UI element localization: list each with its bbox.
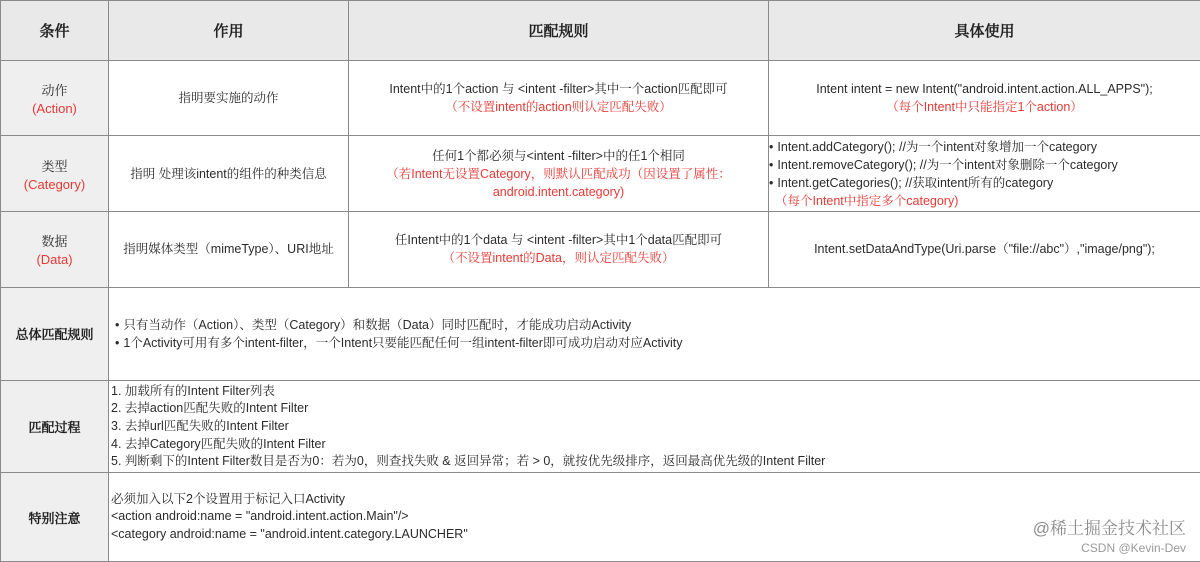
process-step: 2. 去掉action匹配失败的Intent Filter <box>111 401 309 416</box>
list-item: • 只有当动作（Action）、类型（Category）和数据（Data）同时匹配时，才能成功启动Activity <box>115 316 1194 334</box>
table-row-overall <box>1 287 1200 381</box>
table-row-process <box>1 381 1200 473</box>
usage-note: （每个Intent中只能指定1个action） <box>886 99 1083 114</box>
overall-list <box>115 316 1194 352</box>
row-label-action <box>1 60 109 136</box>
watermark <box>1033 518 1186 556</box>
rule-text: Intent中的1个action 与 <intent -filter>其中一个action匹配即可 <box>389 81 728 96</box>
table-row-notes <box>1 473 1200 562</box>
rule-note: （若Intent无设置Category，则默认匹配成功（因设置了属性： <box>386 166 731 181</box>
purpose-cell: 指明媒体类型（mimeType）、URI地址 <box>109 211 349 287</box>
header-condition: 条件 <box>1 1 109 61</box>
list-item: • Intent.removeCategory(); //为一个intent对象删除一个category <box>769 156 1194 174</box>
usage-list <box>769 138 1194 192</box>
table-row-action <box>1 60 1200 136</box>
table-row-data <box>1 211 1200 287</box>
overall-label: 总体匹配规则 <box>1 287 109 381</box>
usage-code: Intent intent = new Intent("android.intent.action.ALL_APPS"); <box>816 81 1153 96</box>
header-row <box>1 1 1200 61</box>
purpose-cell: 指明要实施的动作 <box>109 60 349 136</box>
overall-content <box>109 287 1200 381</box>
rule-cell <box>349 211 769 287</box>
row-label-cn: 类型 <box>41 158 68 174</box>
list-item: • Intent.addCategory(); //为一个intent对象增加一个category <box>769 138 1194 156</box>
process-content <box>109 381 1200 473</box>
rule-text: 任Intent中的1个data 与 <intent -filter>其中1个data匹配即可 <box>394 233 723 248</box>
rule-text: 任何1个都必须与<intent -filter>中的任1个相同 <box>432 148 685 163</box>
row-label-category <box>1 136 109 212</box>
rule-cell <box>349 136 769 212</box>
purpose-cell: 指明 处理该intent的组件的种类信息 <box>109 136 349 212</box>
usage-cell <box>769 136 1200 212</box>
table-row-category <box>1 136 1200 212</box>
header-match-rule: 匹配规则 <box>349 1 769 61</box>
notes-line: <action android:name = "android.intent.action.Main"/> <box>111 509 409 524</box>
row-label-cn: 数据 <box>41 234 68 250</box>
row-label-en: (Category) <box>23 176 86 192</box>
rule-note: （不设置intent的Data，则认定匹配失败） <box>442 251 675 266</box>
process-step: 4. 去掉Category匹配失败的Intent Filter <box>111 436 326 451</box>
usage-note: （每个Intent中指定多个category) <box>775 193 959 208</box>
row-label-en: (Data) <box>36 252 73 268</box>
list-item: • 1个Activity可用有多个intent-filter，一个Intent只要能匹配任何一组intent-filter即可成功启动对应Activity <box>115 334 1194 352</box>
process-step: 3. 去掉url匹配失败的Intent Filter <box>111 418 289 433</box>
usage-cell <box>769 60 1200 136</box>
notes-label: 特别注意 <box>1 473 109 562</box>
row-label-cn: 动作 <box>41 82 68 98</box>
rule-note-cont: android.intent.category) <box>492 184 625 199</box>
usage-cell: Intent.setDataAndType(Uri.parse（"file://abc"）,"image/png"); <box>769 211 1200 287</box>
row-label-en: (Action) <box>32 100 77 116</box>
notes-line: 必须加入以下2个设置用于标记入口Activity <box>111 491 346 506</box>
process-step: 5. 判断剩下的Intent Filter数目是否为0：若为0，则查找失败 & 返回异常；若 > 0，就按优先级排序，返回最高优先级的Intent Filter <box>111 454 826 469</box>
header-purpose: 作用 <box>109 1 349 61</box>
process-label: 匹配过程 <box>1 381 109 473</box>
list-item: • Intent.getCategories(); //获取intent所有的category <box>769 174 1194 192</box>
rule-note: （不设置intent的action则认定匹配失败） <box>445 99 672 114</box>
rule-cell <box>349 60 769 136</box>
process-step: 1. 加载所有的Intent Filter列表 <box>111 383 275 398</box>
watermark-main: @稀土掘金技术社区 <box>1032 519 1186 538</box>
watermark-sub: CSDN @Kevin-Dev <box>1081 541 1186 555</box>
row-label-data <box>1 211 109 287</box>
notes-line: <category android:name = "android.intent.category.LAUNCHER" <box>111 526 468 541</box>
header-usage: 具体使用 <box>769 1 1200 61</box>
